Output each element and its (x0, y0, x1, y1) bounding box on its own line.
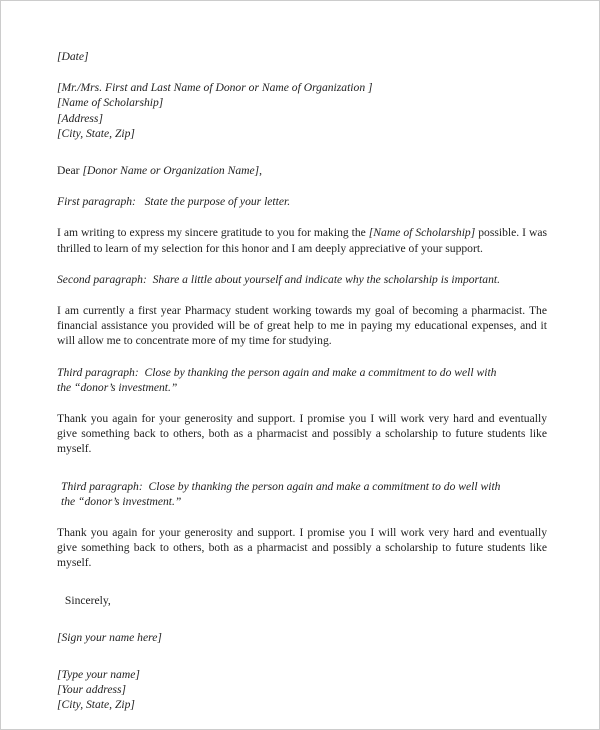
third-paragraph-note (57, 365, 547, 395)
salutation-placeholder: [Donor Name or Organization Name] (82, 164, 260, 178)
spacer (57, 64, 547, 80)
sender-line-city-state-zip: [City, State, Zip] (57, 698, 135, 712)
date-placeholder: [Date] (57, 50, 89, 63)
third-note-repeat-line-1: Third paragraph: Close by thanking the person again and make a commitment to do well with (61, 479, 501, 493)
first-body-text-pre: I am writing to express my sincere gratitude to you for making the (57, 226, 369, 240)
recipient-line-address: [Address] (57, 111, 103, 125)
third-paragraph-note-repeat (57, 479, 547, 509)
first-body-scholarship-placeholder: [Name of Scholarship] (368, 226, 476, 240)
third-note-repeat-line-2: the “donor’s investment.” (61, 494, 182, 508)
third-note-line-2: the “donor’s investment.” (57, 380, 178, 394)
salutation-greeting: Dear (57, 164, 83, 178)
first-paragraph-body (57, 225, 547, 255)
second-paragraph-note: Second paragraph: Share a little about yourself and indicate why the scholarship is important. (57, 272, 500, 286)
second-paragraph-body: I am currently a first year Pharmacy student working towards my goal of becoming a pharmacist. The financial assistance you provided will be of great help to me in paying my educational expenses, and it will allow me to concentrate more of my time for studying. (57, 304, 547, 348)
third-paragraph-body: Thank you again for your generosity and support. I promise you I will work very hard and eventually give something back to others, both as a pharmacist and possibly a scholarship to future students like myself. (57, 412, 547, 456)
third-note-line-1: Third paragraph: Close by thanking the person again and make a commitment to do well with (57, 365, 497, 379)
recipient-address-block (57, 80, 547, 141)
spacer (57, 645, 547, 667)
letter-body (57, 49, 547, 713)
salutation (57, 163, 547, 178)
recipient-line-scholarship: [Name of Scholarship] (57, 96, 164, 110)
spacer (57, 256, 547, 272)
first-paragraph-note: First paragraph: State the purpose of your letter. (57, 195, 291, 209)
first-body-text-post: possible. I was thrilled to learn of my selection for this honor and I am deeply appreciative of your support. (57, 226, 547, 255)
date-block (57, 49, 547, 64)
salutation-comma: , (259, 164, 263, 178)
third-paragraph-body-repeat: Thank you again for your generosity and support. I promise you I will work very hard and eventually give something back to others, both as a pharmacist and possibly a scholarship to future students like myself. (57, 526, 547, 570)
spacer (57, 287, 547, 303)
spacer (57, 571, 547, 593)
spacer (57, 349, 547, 365)
spacer (57, 457, 547, 479)
recipient-line-city-state-zip: [City, State, Zip] (57, 126, 135, 140)
spacer (57, 608, 547, 630)
sign-off: Sincerely, (62, 593, 111, 607)
spacer (57, 178, 547, 194)
spacer (57, 395, 547, 411)
sender-line-name: [Type your name] (57, 668, 140, 682)
recipient-line-name: [Mr./Mrs. First and Last Name of Donor or Name of Organization ] (57, 81, 373, 95)
spacer (57, 141, 547, 163)
spacer (57, 209, 547, 225)
sender-address-block (57, 667, 547, 713)
signature-placeholder: [Sign your name here] (57, 630, 162, 644)
signature-block (57, 630, 547, 645)
sender-line-address: [Your address] (57, 683, 127, 697)
spacer (57, 509, 547, 525)
